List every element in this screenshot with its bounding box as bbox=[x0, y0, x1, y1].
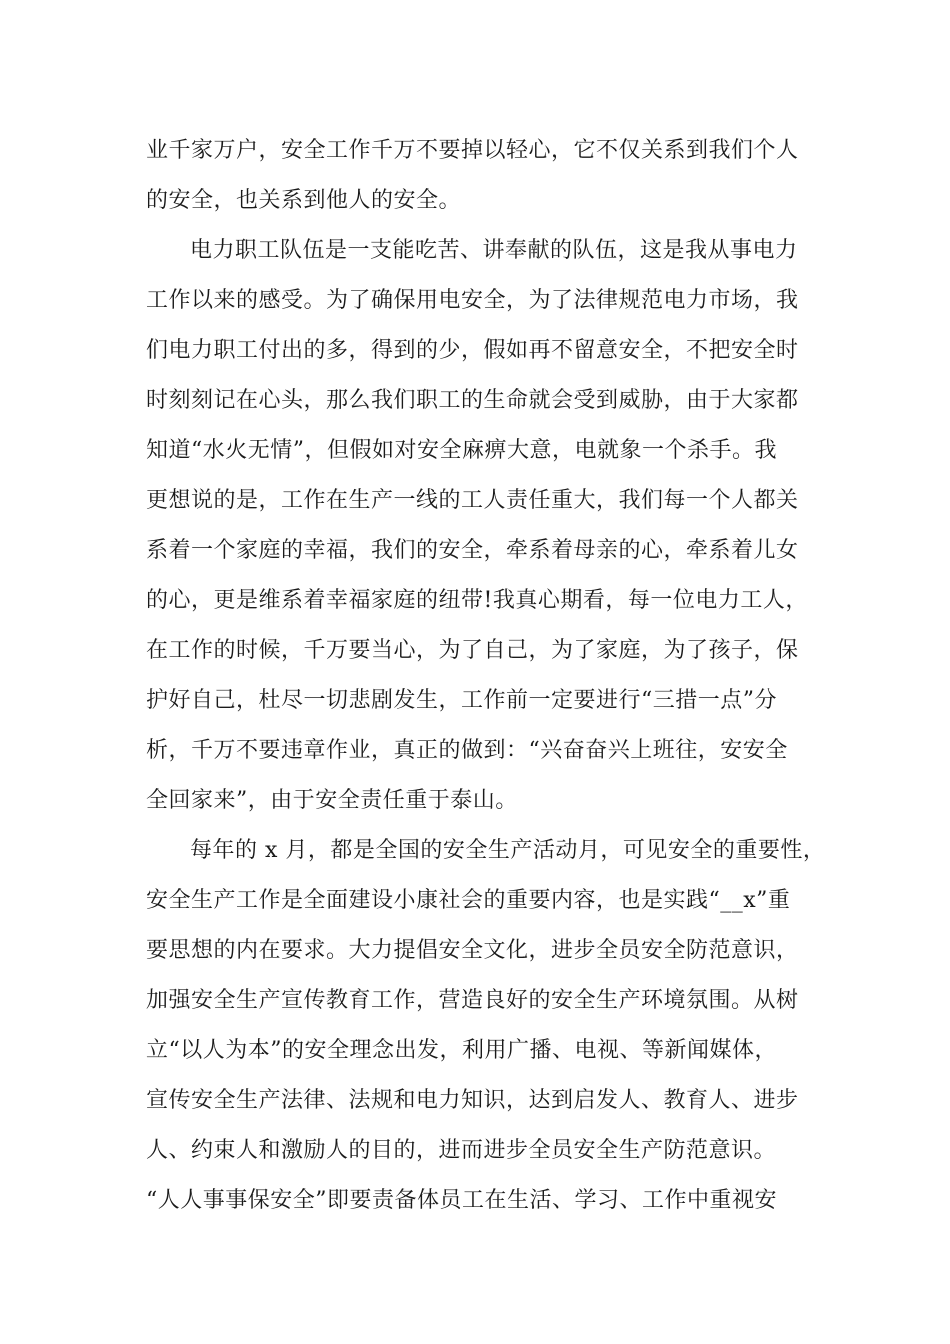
text-line: 的安全，也关系到他人的安全。 bbox=[146, 188, 462, 213]
text-line: 要思想的内在要求。大力提倡安全文化，进步全员安全防范意识， bbox=[146, 938, 799, 963]
text-line: 每年的 x 月，都是全国的安全生产活动月，可见安全的重要性， bbox=[190, 838, 826, 863]
text-line: 护好自己，杜尽一切悲剧发生，工作前一定要进行“三措一点”分 bbox=[146, 688, 777, 713]
text-line: 的心，更是维系着幸福家庭的纽带!我真心期看，每一位电力工人， bbox=[146, 588, 808, 613]
text-line: 全回家来”，由于安全责任重于泰山。 bbox=[146, 788, 518, 813]
text-line: 时刻刻记在心头，那么我们职工的生命就会受到威胁，由于大家都 bbox=[146, 388, 799, 413]
paragraph-2 bbox=[146, 226, 826, 826]
text-line: 工作以来的感受。为了确保用电安全，为了法律规范电力市场，我 bbox=[146, 288, 799, 313]
text-line: 宣传安全生产法律、法规和电力知识，达到启发人、教育人、进步 bbox=[146, 1088, 799, 1113]
text-line: 在工作的时候，千万要当心，为了自己，为了家庭，为了孩子，保 bbox=[146, 638, 799, 663]
text-line: “人人事事保安全”即要责备体员工在生活、学习、工作中重视安 bbox=[146, 1188, 777, 1213]
document-body bbox=[146, 126, 826, 1226]
text-line: 们电力职工付出的多，得到的少，假如再不留意安全，不把安全时 bbox=[146, 338, 799, 363]
text-line: 业千家万户，安全工作千万不要掉以轻心，它不仅关系到我们个人 bbox=[146, 138, 799, 163]
text-line: 安全生产工作是全面建设小康社会的重要内容，也是实践“__x”重 bbox=[146, 888, 791, 913]
text-line: 立“以人为本”的安全理念出发，利用广播、电视、等新闻媒体， bbox=[146, 1038, 777, 1063]
text-line: 系着一个家庭的幸福，我们的安全，牵系着母亲的心，牵系着儿女 bbox=[146, 538, 799, 563]
text-line: 析，千万不要违章作业，真正的做到：“兴奋奋兴上班往，安安全 bbox=[146, 738, 788, 763]
paragraph-1 bbox=[146, 126, 826, 226]
paragraph-3 bbox=[146, 826, 826, 1226]
text-line: 知道“水火无情”，但假如对安全麻痹大意，电就象一个杀手。我 bbox=[146, 438, 777, 463]
text-line: 人、约束人和激励人的目的，进而进步全员安全生产防范意识。 bbox=[146, 1138, 777, 1163]
text-line: 电力职工队伍是一支能吃苦、讲奉献的队伍，这是我从事电力 bbox=[190, 238, 798, 263]
text-line: 更想说的是，工作在生产一线的工人责任重大，我们每一个人都关 bbox=[146, 488, 799, 513]
text-line: 加强安全生产宣传教育工作，营造良好的安全生产环境氛围。从树 bbox=[146, 988, 799, 1013]
